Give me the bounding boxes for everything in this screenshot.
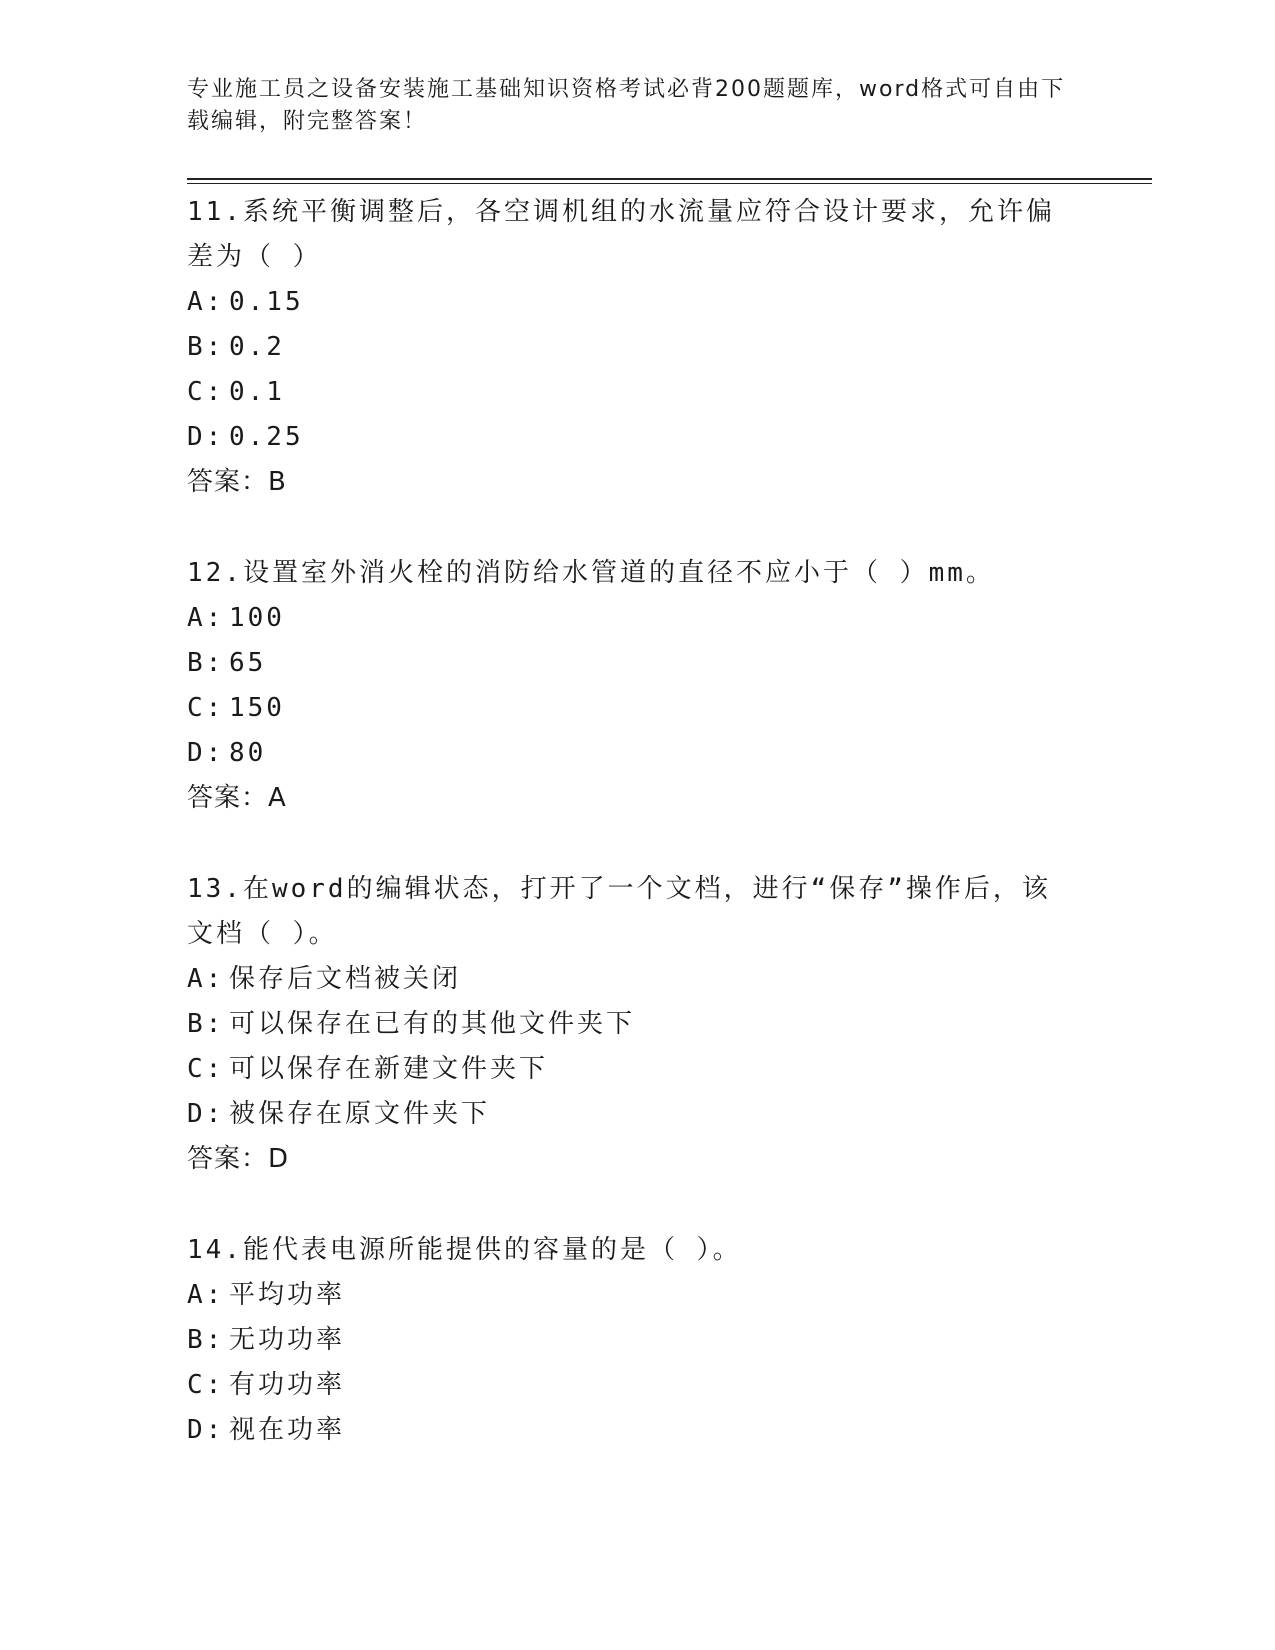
option-key: C: — [187, 1054, 225, 1084]
option-d — [187, 1408, 1087, 1453]
option-a — [187, 596, 1087, 641]
option-value: 80 — [229, 738, 267, 768]
option-key: D: — [187, 1415, 225, 1445]
option-key: A: — [187, 964, 225, 994]
option-key: B: — [187, 1009, 225, 1039]
question-text: 12.设置室外消火栓的消防给水管道的直径不应小于（ ）mm。 — [187, 558, 995, 588]
question-14 — [187, 1228, 1087, 1453]
option-key: B: — [187, 332, 225, 362]
option-c — [187, 1047, 1087, 1092]
option-value: 0.1 — [229, 377, 285, 407]
option-d — [187, 731, 1087, 776]
question-text: 14.能代表电源所能提供的容量的是（ ）。 — [187, 1235, 742, 1265]
option-b — [187, 1318, 1087, 1363]
option-d — [187, 415, 1087, 460]
option-value: 100 — [229, 603, 285, 633]
option-value: 65 — [229, 648, 267, 678]
option-value: 视在功率 — [229, 1415, 346, 1445]
option-a — [187, 1273, 1087, 1318]
option-c — [187, 686, 1087, 731]
question-text: 13.在word的编辑状态，打开了一个文档，进行“保存”操作后，该文档（ ）。 — [187, 874, 1051, 949]
question-list — [187, 190, 1087, 1499]
option-key: D: — [187, 1099, 225, 1129]
option-key: C: — [187, 693, 225, 723]
option-a — [187, 957, 1087, 1002]
option-value: 保存后文档被关闭 — [229, 964, 462, 994]
option-key: C: — [187, 377, 225, 407]
option-key: A: — [187, 287, 225, 317]
option-key: A: — [187, 603, 225, 633]
option-c — [187, 370, 1087, 415]
option-key: A: — [187, 1280, 225, 1310]
option-value: 0.2 — [229, 332, 285, 362]
option-value: 被保存在原文件夹下 — [229, 1099, 491, 1129]
option-value: 0.15 — [229, 287, 304, 317]
option-value: 无功功率 — [229, 1325, 346, 1355]
option-value: 平均功率 — [229, 1280, 346, 1310]
document-header: 专业施工员之设备安装施工基础知识资格考试必背200题题库，word格式可自由下载编辑，附完整答案！ — [187, 77, 1066, 134]
option-value: 可以保存在新建文件夹下 — [229, 1054, 549, 1084]
question-11 — [187, 190, 1087, 505]
option-key: C: — [187, 1370, 225, 1400]
answer-line: 答案：D — [187, 1144, 290, 1174]
option-c — [187, 1363, 1087, 1408]
option-key: D: — [187, 422, 225, 452]
question-12 — [187, 551, 1087, 821]
option-d — [187, 1092, 1087, 1137]
option-a — [187, 280, 1087, 325]
option-b — [187, 1002, 1087, 1047]
option-b — [187, 641, 1087, 686]
option-value: 有功功率 — [229, 1370, 346, 1400]
question-text: 11.系统平衡调整后，各空调机组的水流量应符合设计要求，允许偏差为（ ） — [187, 197, 1055, 272]
option-key: B: — [187, 1325, 225, 1355]
answer-line: 答案：B — [187, 467, 287, 497]
option-value: 可以保存在已有的其他文件夹下 — [229, 1009, 636, 1039]
option-key: D: — [187, 738, 225, 768]
option-value: 150 — [229, 693, 285, 723]
option-key: B: — [187, 648, 225, 678]
option-value: 0.25 — [229, 422, 304, 452]
question-13 — [187, 867, 1087, 1182]
option-b — [187, 325, 1087, 370]
header-divider-thick — [187, 178, 1152, 180]
header-divider-thin — [187, 183, 1152, 184]
answer-line: 答案：A — [187, 783, 287, 813]
